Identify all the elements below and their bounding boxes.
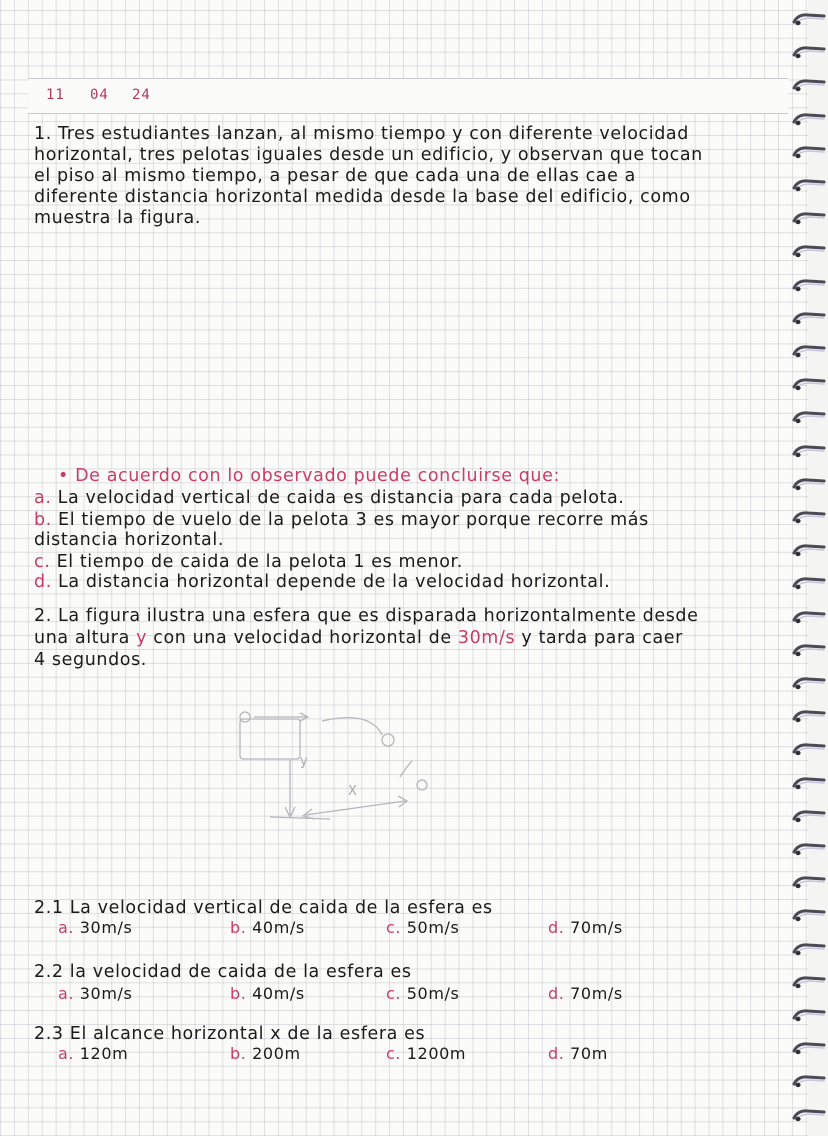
q2-height-symbol: y <box>136 628 148 648</box>
spiral-coil <box>792 676 826 692</box>
spiral-coil <box>792 942 826 958</box>
spiral-coil <box>792 709 826 725</box>
option-text: 1200m <box>406 1044 467 1063</box>
spiral-coil <box>792 12 826 28</box>
q1-option-d <box>34 572 610 592</box>
option-letter: a. <box>58 984 75 1003</box>
option-text: El tiempo de vuelo de la pelota 3 es mayor porque recorre más <box>58 510 649 530</box>
spiral-coil <box>792 45 826 61</box>
date-row <box>28 78 788 114</box>
spiral-coil <box>792 742 826 758</box>
q2-2-title: 2.2 la velocidad de caida de la esfera es <box>34 962 412 982</box>
date-day: 11 <box>46 87 65 103</box>
q1-line-3: el piso al mismo tiempo, a pesar de que cada una de ellas cae a <box>34 166 636 186</box>
q2-1-option-a <box>58 918 132 937</box>
sphere-end <box>417 780 427 790</box>
q1-prompt: • De acuerdo con lo observado puede concluirse que: <box>58 466 560 486</box>
option-text: El tiempo de caida de la pelota 1 es menor. <box>56 552 463 572</box>
option-text: 40m/s <box>252 918 305 937</box>
sphere-start <box>240 712 250 722</box>
spiral-coil <box>792 344 826 360</box>
spiral-coil <box>792 1074 826 1090</box>
option-letter: a. <box>34 488 52 508</box>
option-letter: d. <box>34 572 52 592</box>
option-text: distancia horizontal. <box>34 530 224 550</box>
q1-line-2: horizontal, tres pelotas iguales desde un edificio, y observan que tocan <box>34 145 703 165</box>
spiral-coil <box>792 377 826 393</box>
q2-line-3: 4 segundos. <box>34 650 147 670</box>
trajectory-curve <box>322 718 412 777</box>
option-text: 70m <box>570 1044 608 1063</box>
q2-2-option-b <box>230 984 305 1003</box>
q2-line-2-a: una altura <box>34 628 137 648</box>
spiral-coil <box>792 875 826 891</box>
option-letter: b. <box>230 1044 247 1063</box>
q2-2-option-c <box>386 984 459 1003</box>
spiral-coil <box>792 510 826 526</box>
x-axis-label: X <box>348 784 357 799</box>
building-sketch <box>240 719 300 759</box>
option-text: 200m <box>252 1044 301 1063</box>
spiral-coil <box>792 410 826 426</box>
spiral-coil <box>792 908 826 924</box>
spiral-coil <box>792 211 826 227</box>
spiral-coil <box>792 278 826 294</box>
q1-option-b-cont <box>34 530 224 550</box>
q2-3-title: 2.3 El alcance horizontal x de la esfera es <box>34 1024 426 1044</box>
q1-line-4: diferente distancia horizontal medida desde la base del edificio, como <box>34 187 691 207</box>
projectile-sketch <box>230 705 460 830</box>
option-letter: b. <box>34 510 52 530</box>
option-letter: d. <box>548 1044 565 1063</box>
spiral-coil <box>792 1008 826 1024</box>
option-text: 70m/s <box>570 984 623 1003</box>
spiral-coil <box>792 145 826 161</box>
option-letter: a. <box>58 918 75 937</box>
spiral-coil <box>792 112 826 128</box>
spiral-coil <box>792 178 826 194</box>
q2-line-1: 2. La figura ilustra una esfera que es disparada horizontalmente desde <box>34 606 699 626</box>
spiral-coil <box>792 776 826 792</box>
option-text: 30m/s <box>79 918 133 937</box>
option-text: La velocidad vertical de caida es distancia para cada pelota. <box>57 488 625 508</box>
q2-3-option-a <box>58 1044 128 1063</box>
option-letter: a. <box>58 1044 75 1063</box>
option-text: La distancia horizontal depende de la velocidad horizontal. <box>58 572 611 592</box>
option-letter: b. <box>230 984 247 1003</box>
option-letter: b. <box>230 918 247 937</box>
option-letter: c. <box>386 984 402 1003</box>
y-axis-label: y <box>300 754 308 769</box>
q2-2-option-d <box>548 984 623 1003</box>
q2-1-option-d <box>548 918 623 937</box>
spiral-coil <box>792 1108 826 1124</box>
q2-3-option-c <box>386 1044 466 1063</box>
q2-1-option-c <box>386 918 459 937</box>
spiral-coil <box>792 78 826 94</box>
spiral-coil <box>792 444 826 460</box>
option-text: 120m <box>79 1044 129 1063</box>
q2-3-option-d <box>548 1044 608 1063</box>
q2-1-option-b <box>230 918 305 937</box>
spiral-coil <box>792 809 826 825</box>
spiral-coil <box>792 244 826 260</box>
option-letter: d. <box>548 984 565 1003</box>
q1-option-c <box>34 552 463 572</box>
q2-3-option-b <box>230 1044 301 1063</box>
date-year: 24 <box>132 87 151 103</box>
q2-line-2 <box>34 628 683 648</box>
sphere-mid <box>382 734 394 746</box>
spiral-coil <box>792 576 826 592</box>
option-text: 50m/s <box>406 918 460 937</box>
q2-line-2-b: con una velocidad horizontal de <box>147 628 458 648</box>
option-letter: d. <box>548 918 565 937</box>
q1-line-1: 1. Tres estudiantes lanzan, al mismo tiempo y con diferente velocidad <box>34 124 689 144</box>
option-letter: c. <box>34 552 51 572</box>
spiral-coil <box>792 975 826 991</box>
height-arrow <box>285 760 295 817</box>
spiral-coil <box>792 311 826 327</box>
spiral-coil <box>792 610 826 626</box>
spiral-coil <box>792 842 826 858</box>
q2-2-option-a <box>58 984 132 1003</box>
spiral-coil <box>792 643 826 659</box>
date-month: 04 <box>90 87 109 103</box>
q1-option-a <box>34 488 624 508</box>
option-letter: c. <box>386 1044 402 1063</box>
q1-option-b <box>34 510 649 530</box>
q2-line-2-c: y tarda para caer <box>515 628 683 648</box>
spiral-coil <box>792 477 826 493</box>
option-text: 50m/s <box>406 984 460 1003</box>
option-text: 30m/s <box>79 984 133 1003</box>
option-letter: c. <box>386 918 402 937</box>
ground-line <box>270 817 330 819</box>
option-text: 70m/s <box>570 918 623 937</box>
spiral-binding <box>788 0 828 1136</box>
q1-line-5: muestra la figura. <box>34 208 202 228</box>
option-text: 40m/s <box>252 984 305 1003</box>
spiral-coil <box>792 1041 826 1057</box>
spiral-coil <box>792 543 826 559</box>
q2-1-title: 2.1 La velocidad vertical de caida de la esfera es <box>34 898 493 918</box>
q2-velocity-value: 30m/s <box>457 628 516 648</box>
range-arrow <box>303 796 407 819</box>
